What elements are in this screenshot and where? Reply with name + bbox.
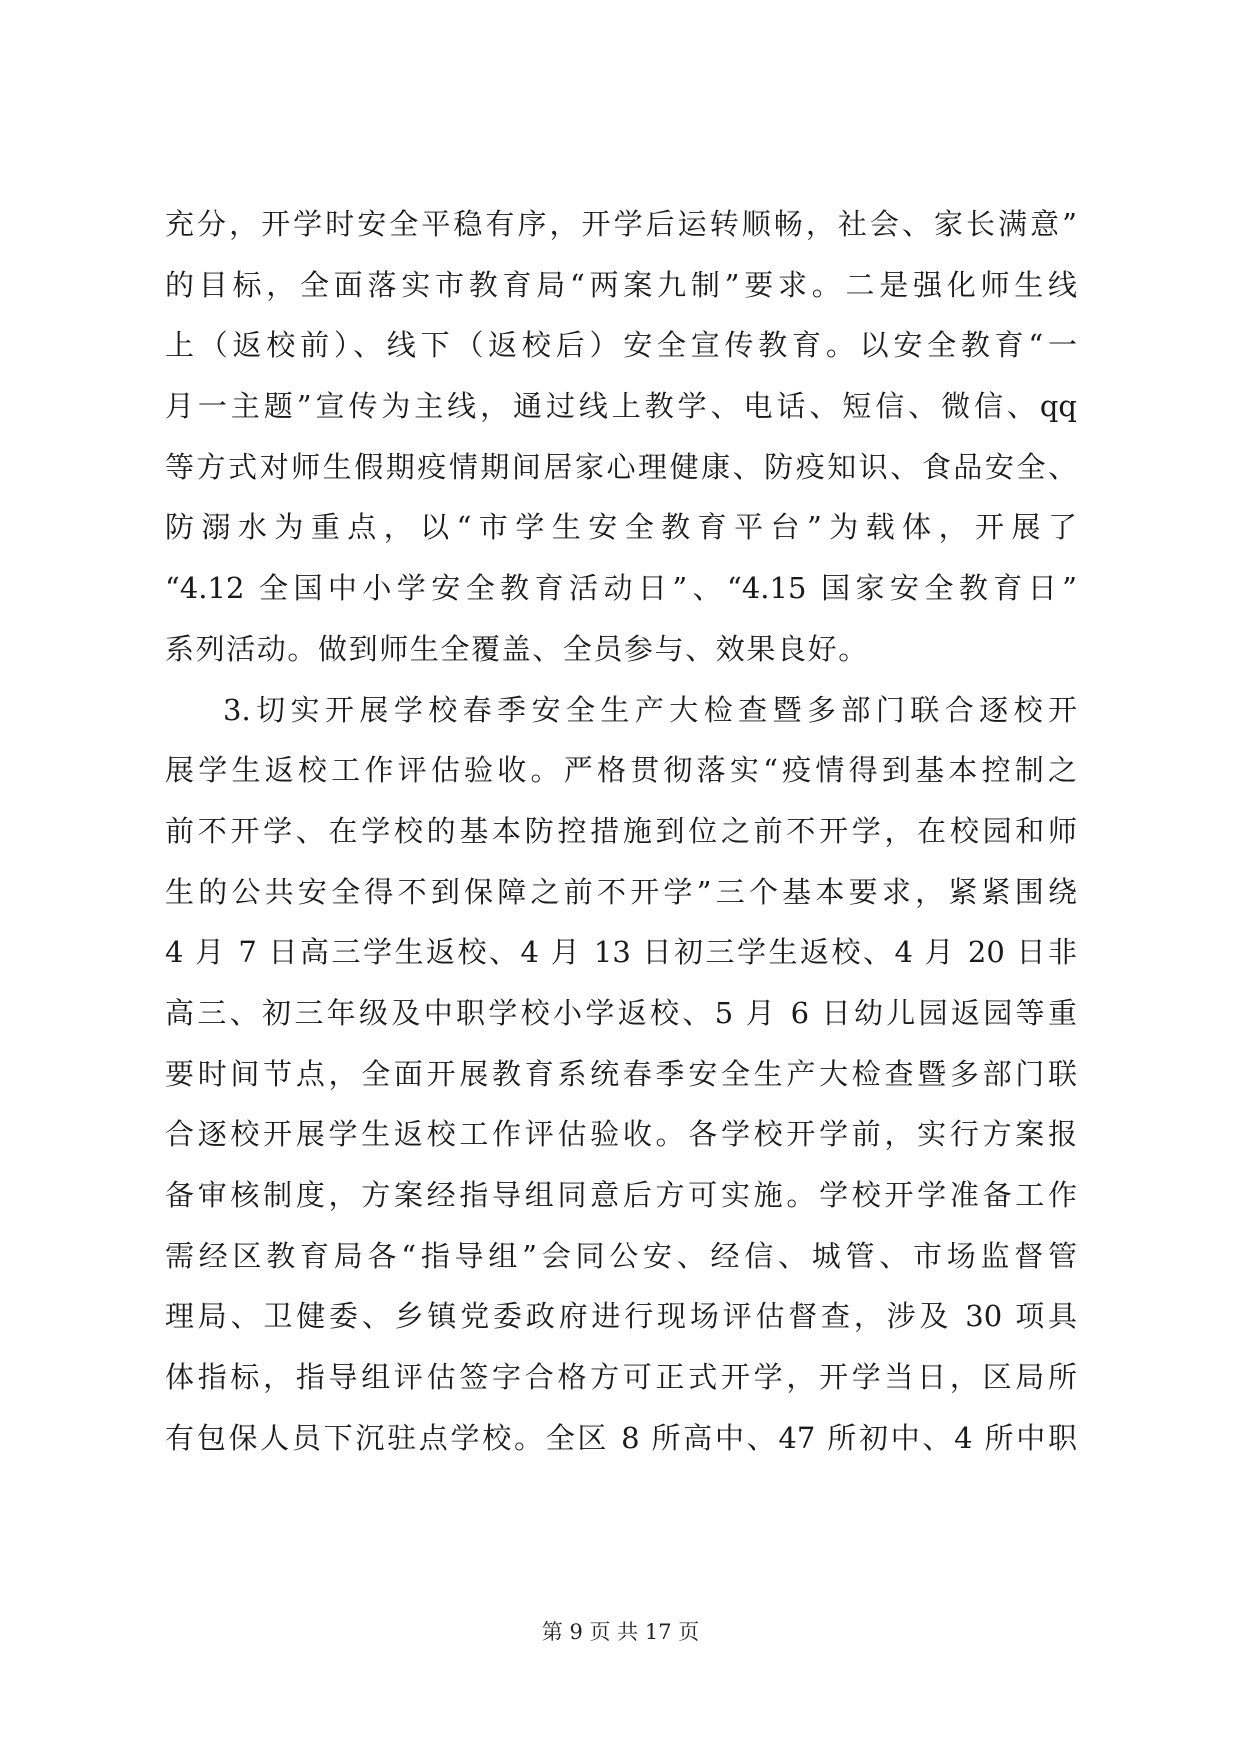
text-line: “4.12 全国中小学安全教育活动日”、“4.15 国家安全教育日” bbox=[165, 571, 1077, 606]
text-line: 生的公共安全得不到保障之前不开学”三个基本要求，紧紧围绕 bbox=[165, 874, 1077, 909]
page-number-label: 第 9 页 共 17 页 bbox=[541, 1620, 700, 1644]
text-line: 防溺水为重点，以“市学生安全教育平台”为载体，开展了 bbox=[165, 510, 1077, 545]
text-line: 4 月 7 日高三学生返校、4 月 13 日初三学生返校、4 月 20 日非 bbox=[165, 935, 1077, 970]
page-footer bbox=[0, 1617, 1241, 1647]
text-line: 有包保人员下沉驻点学校。全区 8 所高中、47 所初中、4 所中职 bbox=[165, 1420, 1077, 1455]
text-line: 理局、卫健委、乡镇党委政府进行现场评估督查，涉及 30 项具 bbox=[165, 1299, 1077, 1334]
text-line-paragraph-end: 系列活动。做到师生全覆盖、全员参与、效果良好。 bbox=[165, 631, 869, 666]
text-line: 展学生返校工作评估验收。严格贯彻落实“疫情得到基本控制之 bbox=[165, 753, 1077, 788]
text-line: 高三、初三年级及中职学校小学返校、5 月 6 日幼儿园返园等重 bbox=[165, 995, 1077, 1030]
text-line: 月一主题”宣传为主线，通过线上教学、电话、短信、微信、qq bbox=[165, 389, 1077, 424]
text-line: 备审核制度，方案经指导组同意后方可实施。学校开学准备工作 bbox=[165, 1178, 1077, 1212]
text-line: 合逐校开展学生返校工作评估验收。各学校开学前，实行方案报 bbox=[165, 1117, 1077, 1152]
text-line: 等方式对师生假期疫情期间居家心理健康、防疫知识、食品安全、 bbox=[165, 449, 1077, 484]
text-line: 上（返校前）、线下（返校后）安全宣传教育。以安全教育“一 bbox=[165, 328, 1077, 363]
text-line: 需经区教育局各“指导组”会同公安、经信、城管、市场监督管 bbox=[165, 1238, 1077, 1273]
text-line: 前不开学、在学校的基本防控措施到位之前不开学，在校园和师 bbox=[165, 813, 1077, 848]
text-line: 充分，开学时安全平稳有序，开学后运转顺畅，社会、家长满意” bbox=[165, 207, 1077, 241]
text-line-paragraph-start: 3.切实开展学校春季安全生产大检查暨多部门联合逐校开 bbox=[223, 692, 1077, 727]
text-line: 要时间节点，全面开展教育系统春季安全生产大检查暨多部门联 bbox=[165, 1056, 1077, 1091]
body-text bbox=[165, 194, 1077, 1468]
text-line: 体指标，指导组评估签字合格方可正式开学，开学当日，区局所 bbox=[165, 1360, 1077, 1395]
text-line: 的目标，全面落实市教育局“两案九制”要求。二是强化师生线 bbox=[165, 267, 1077, 302]
